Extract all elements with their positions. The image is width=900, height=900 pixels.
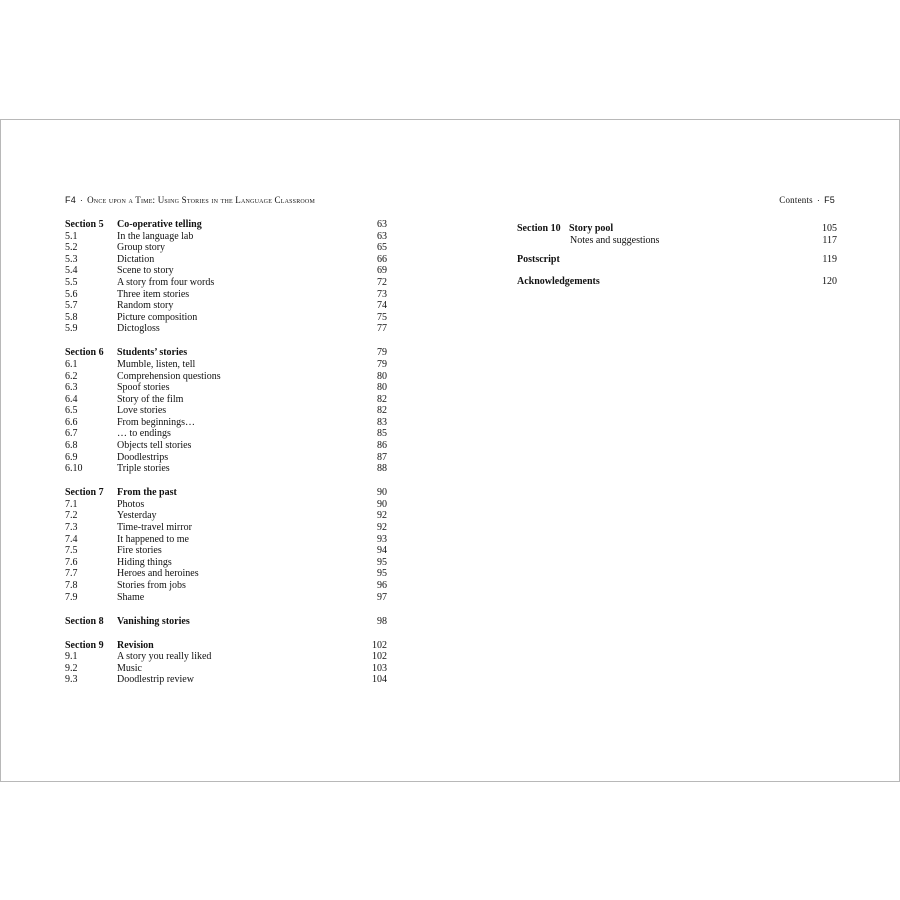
page-number: 104	[372, 674, 387, 686]
entry-row[interactable]	[65, 428, 387, 440]
entry-title: Scene to story	[117, 265, 174, 277]
entry-row[interactable]	[65, 277, 387, 289]
entry-title: A story from four words	[117, 276, 215, 288]
page-number: 94	[377, 545, 387, 557]
entry-title: Yesterday	[117, 510, 157, 522]
entry-number: 6.10	[65, 463, 83, 475]
entry-title: Random story	[117, 300, 174, 312]
entry-row[interactable]	[65, 289, 387, 301]
page-number: 105	[822, 223, 837, 234]
section-title: Co-operative telling	[117, 219, 202, 230]
section-row[interactable]	[65, 487, 387, 499]
page-number: 87	[377, 451, 387, 463]
entry-row[interactable]	[65, 510, 387, 522]
entry-title: It happened to me	[117, 533, 189, 545]
entry-number: 7.5	[65, 545, 78, 557]
page-number: 63	[377, 219, 387, 230]
entry-number: 7.7	[65, 568, 78, 580]
page-number: 77	[377, 323, 387, 335]
entry-number: 9.3	[65, 674, 78, 686]
page-number: 95	[377, 568, 387, 580]
entry-row[interactable]	[65, 371, 387, 383]
page-number: 117	[822, 234, 837, 246]
section-label: Section 9	[65, 639, 104, 651]
entry-number: 6.9	[65, 451, 78, 463]
left-running-header	[65, 195, 315, 205]
page-number: 65	[377, 242, 387, 254]
section-row[interactable]	[65, 616, 387, 628]
page-number: 75	[377, 311, 387, 323]
entry-number: 5.7	[65, 300, 78, 312]
entry-row[interactable]	[65, 254, 387, 266]
entry-title: … to endings	[117, 428, 171, 440]
entry-row[interactable]	[65, 651, 387, 663]
section-label: Section 5	[65, 219, 104, 230]
entry-title: Photos	[117, 498, 145, 510]
header-separator: ·	[816, 195, 821, 205]
section-title: From the past	[117, 487, 177, 499]
entry-row[interactable]	[65, 663, 387, 675]
entry-number: 7.3	[65, 522, 78, 534]
page-number: 102	[372, 651, 387, 663]
entry-row[interactable]	[65, 323, 387, 335]
page-number: 85	[377, 428, 387, 440]
book-spread	[0, 119, 900, 782]
page-number: 86	[377, 440, 387, 452]
page-number: 80	[377, 382, 387, 394]
entry-number: 6.2	[65, 370, 78, 382]
page-number: 73	[377, 288, 387, 300]
page-number: 82	[377, 405, 387, 417]
entry-row[interactable]	[65, 499, 387, 511]
section-title: Vanishing stories	[117, 615, 190, 627]
entry-number: 5.3	[65, 253, 78, 265]
entry-number: 7.9	[65, 591, 78, 603]
left-folio: F4	[65, 195, 76, 205]
entry-row[interactable]	[65, 359, 387, 371]
entry-number: 5.8	[65, 311, 78, 323]
entry-title: Heroes and heroines	[117, 568, 199, 580]
entry-title: Triple stories	[117, 463, 170, 475]
entry-number: 5.4	[65, 265, 78, 277]
entry-row[interactable]	[65, 382, 387, 394]
page-number: 120	[822, 275, 837, 287]
entry-number: 6.5	[65, 405, 78, 417]
entry-row[interactable]	[517, 235, 837, 247]
entry-number: 6.6	[65, 416, 78, 428]
entry-number: 9.1	[65, 651, 78, 663]
page-number: 72	[377, 276, 387, 288]
section-title: Story pool	[569, 223, 614, 234]
entry-number: 6.7	[65, 428, 78, 440]
entry-title: Three item stories	[117, 288, 190, 300]
entry-title: Mumble, listen, tell	[117, 358, 196, 370]
page-number: 69	[377, 265, 387, 277]
entry-title: Comprehension questions	[117, 370, 221, 382]
page-number: 82	[377, 393, 387, 405]
entry-title: In the language lab	[117, 230, 194, 242]
acknowledgements-row[interactable]	[517, 276, 837, 288]
page-number: 93	[377, 533, 387, 545]
entry-number: 6.4	[65, 393, 78, 405]
section-label: Section 8	[65, 615, 104, 627]
entry-number: 5.1	[65, 230, 78, 242]
page-number: 98	[377, 615, 387, 627]
entry-number: 7.2	[65, 510, 78, 522]
entry-number: 7.8	[65, 580, 78, 591]
entry-title: Love stories	[117, 405, 167, 417]
page-number: 83	[377, 416, 387, 428]
entry-row[interactable]	[65, 394, 387, 406]
entry-row[interactable]	[65, 545, 387, 557]
entry-row[interactable]	[65, 557, 387, 569]
entry-row[interactable]	[65, 534, 387, 546]
entry-title: Hiding things	[117, 556, 172, 568]
entry-number: 6.8	[65, 440, 78, 452]
right-folio: F5	[824, 195, 835, 205]
book-title: Once upon a Time: Using Stories in the Language Classroom	[87, 195, 315, 205]
contents-label: Contents	[779, 195, 813, 205]
page-number: 102	[372, 639, 387, 651]
entry-title: From beginnings…	[117, 416, 196, 428]
page-number: 92	[377, 522, 387, 534]
entry-row[interactable]	[65, 231, 387, 243]
page-number: 92	[377, 510, 387, 522]
entry-row[interactable]	[65, 580, 387, 592]
section-label: Section 10	[517, 223, 561, 234]
page-number: 96	[377, 580, 387, 591]
page-number: 63	[377, 230, 387, 242]
entry-row[interactable]	[65, 300, 387, 312]
header-separator: ·	[79, 195, 84, 205]
right-contents-column	[517, 223, 837, 287]
entry-row[interactable]	[65, 242, 387, 254]
page-number: 88	[377, 463, 387, 475]
entry-title: Music	[117, 662, 142, 674]
page-number: 74	[377, 300, 387, 312]
entry-number: 6.1	[65, 358, 78, 370]
section-row[interactable]	[65, 347, 387, 359]
section-title: Students’ stories	[117, 347, 188, 359]
entry-row[interactable]	[65, 405, 387, 417]
entry-title: Dictogloss	[117, 323, 160, 335]
entry-row[interactable]	[65, 312, 387, 324]
postscript-row[interactable]	[517, 254, 837, 266]
page-number: 90	[377, 487, 387, 499]
entry-title: Shame	[117, 591, 145, 603]
section-row[interactable]	[517, 223, 837, 235]
section-row[interactable]	[65, 640, 387, 652]
entry-number: 5.9	[65, 323, 78, 335]
entry-title: Objects tell stories	[117, 440, 192, 452]
entry-row[interactable]	[65, 452, 387, 464]
entry-number: 5.5	[65, 276, 78, 288]
entry-title: Doodlestrips	[117, 451, 169, 463]
entry-title: Picture composition	[117, 311, 198, 323]
entry-row[interactable]	[65, 522, 387, 534]
page-number: 79	[377, 358, 387, 370]
entry-title: Dictation	[117, 253, 155, 265]
entry-row[interactable]	[65, 592, 387, 604]
page-number: 80	[377, 370, 387, 382]
entry-title: Acknowledgements	[517, 275, 600, 287]
entry-title: Fire stories	[117, 545, 162, 557]
entry-number: 7.4	[65, 533, 78, 545]
entry-number: 6.3	[65, 382, 78, 394]
entry-title: Group story	[117, 242, 166, 254]
entry-row[interactable]	[65, 265, 387, 277]
right-running-header	[779, 195, 835, 205]
section-row[interactable]	[65, 219, 387, 231]
entry-title: Doodlestrip review	[117, 674, 194, 686]
entry-title: Story of the film	[117, 393, 184, 405]
entry-number: 7.1	[65, 498, 78, 510]
entry-title: A story you really liked	[117, 651, 212, 663]
page-number: 79	[377, 347, 387, 359]
entry-number: 5.6	[65, 288, 78, 300]
section-label: Section 6	[65, 347, 104, 359]
entry-number: 9.2	[65, 662, 78, 674]
entry-number: 7.6	[65, 556, 78, 568]
entry-title: Postscript	[517, 254, 560, 266]
page-number: 66	[377, 253, 387, 265]
entry-title: Notes and suggestions	[570, 234, 660, 246]
entry-row[interactable]	[65, 417, 387, 429]
entry-title: Spoof stories	[117, 382, 170, 394]
entry-title: Stories from jobs	[117, 580, 186, 591]
entry-row[interactable]	[65, 568, 387, 580]
section-title: Revision	[117, 639, 154, 651]
page-number: 119	[822, 254, 837, 266]
entry-number: 5.2	[65, 242, 78, 254]
page-number: 97	[377, 591, 387, 603]
page-number: 103	[372, 662, 387, 674]
entry-title: Time-travel mirror	[117, 522, 192, 534]
entry-row[interactable]	[65, 674, 387, 686]
left-contents-column	[65, 219, 387, 686]
section-label: Section 7	[65, 487, 104, 499]
page-number: 90	[377, 498, 387, 510]
page-number: 95	[377, 556, 387, 568]
entry-row[interactable]	[65, 463, 387, 475]
entry-row[interactable]	[65, 440, 387, 452]
